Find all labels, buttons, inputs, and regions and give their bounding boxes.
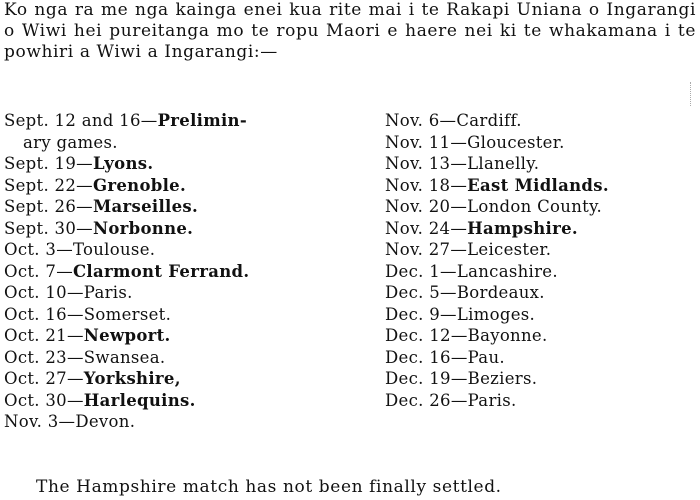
fixture-row (385, 175, 695, 197)
fixture-date: Sept. 22 (4, 175, 77, 195)
fixture-venue: Lyons. (92, 154, 154, 173)
dash: — (56, 261, 73, 281)
fixture-date: Oct. 3 (4, 240, 57, 259)
fixture-venue: Newport. (83, 326, 171, 345)
dash: — (450, 197, 468, 216)
dash: — (450, 369, 468, 388)
dash: — (66, 390, 84, 410)
fixture-date: Oct. 7 (4, 261, 57, 281)
fixture-date: Nov. 11 (385, 132, 451, 152)
fixture-date: Nov. 6 (385, 111, 440, 130)
fixture-date: Nov. 20 (385, 197, 451, 216)
fixture-venue: Paris. (467, 390, 517, 410)
dash: — (76, 175, 93, 195)
fixture-venue: Hampshire. (467, 218, 578, 238)
fixture-venue: Yorkshire, (83, 369, 181, 388)
fixture-row (385, 282, 695, 304)
dash: — (76, 154, 93, 173)
dash: — (450, 132, 468, 152)
fixture-venue: Norbonne. (92, 218, 194, 238)
fixture-row (4, 196, 364, 218)
dash: — (450, 154, 468, 173)
fixture-row (4, 110, 364, 132)
fixture-venue: Grenoble. (92, 175, 186, 195)
dash: — (58, 412, 76, 431)
fixture-date: Nov. 27 (385, 240, 451, 259)
dash: — (439, 111, 457, 130)
fixture-venue: East Midlands. (467, 175, 609, 195)
fixture-row (4, 261, 364, 283)
fixture-date: Sept. 12 and 16 (4, 111, 141, 130)
fixture-venue: Prelimin- (157, 111, 247, 130)
fixture-venue: Cardiff. (456, 111, 522, 130)
fixture-list-left (4, 110, 364, 433)
fixture-row (4, 239, 364, 261)
fixture-row (385, 132, 695, 154)
fixture-list-right (385, 110, 695, 411)
fixture-venue-continuation: ary games. (23, 132, 118, 152)
fixture-venue: Llanelly. (467, 154, 540, 173)
dash: — (56, 240, 73, 259)
margin-mark (690, 82, 695, 106)
fixture-date: Dec. 19 (385, 369, 451, 388)
fixture-venue: Beziers. (467, 369, 538, 388)
fixture-row (4, 175, 364, 197)
fixture-date: Dec. 1 (385, 261, 441, 281)
dash: — (450, 175, 468, 195)
dash: — (450, 218, 468, 238)
fixture-row (4, 282, 364, 304)
footer-note: The Hampshire match has not been finally settled. (36, 477, 502, 497)
fixture-date: Dec. 12 (385, 326, 451, 345)
fixture-date: Sept. 26 (4, 197, 77, 216)
fixture-row (4, 153, 364, 175)
fixture-venue: Gloucester. (467, 132, 565, 152)
dash: — (66, 369, 84, 388)
dash: — (440, 304, 457, 324)
fixture-row (385, 153, 695, 175)
intro-paragraph: Ko nga ra me nga kainga enei kua rite mai i te Rakapi Uniana o Ingarangi o Wiwi hei pureitanga mo te ropu Maori e haere nei ki te whakamana i te powhiri a Wiwi a Ingarangi:— (4, 0, 696, 62)
fixture-date: Sept. 19 (4, 154, 77, 173)
fixture-date: Dec. 26 (385, 390, 451, 410)
dash: — (66, 347, 84, 367)
fixture-row (385, 218, 695, 240)
dash: — (76, 197, 93, 216)
fixture-date: Oct. 23 (4, 347, 67, 367)
fixture-row (385, 110, 695, 132)
fixture-date: Oct. 10 (4, 283, 67, 302)
fixture-venue: Leicester. (467, 240, 552, 259)
fixture-row (385, 304, 695, 326)
dash: — (450, 240, 468, 259)
fixture-venue: Devon. (75, 412, 136, 431)
fixture-date: Sept. 30 (4, 218, 77, 238)
fixture-date: Nov. 3 (4, 412, 59, 431)
fixture-date: Oct. 30 (4, 390, 67, 410)
fixture-row (4, 218, 364, 240)
dash: — (450, 326, 468, 345)
fixture-date: Oct. 27 (4, 369, 67, 388)
fixture-venue: Limoges. (456, 304, 536, 324)
fixture-date: Nov. 18 (385, 175, 451, 195)
dash: — (140, 111, 158, 130)
dash: — (440, 261, 457, 281)
fixture-venue: Somerset. (83, 304, 172, 324)
fixture-date: Oct. 21 (4, 326, 67, 345)
fixture-row (4, 325, 364, 347)
fixture-date: Dec. 9 (385, 304, 441, 324)
fixture-row (4, 368, 364, 390)
fixture-row (4, 411, 364, 433)
dash: — (76, 218, 93, 238)
fixture-date: Nov. 13 (385, 154, 451, 173)
fixture-row (385, 239, 695, 261)
dash: — (450, 390, 468, 410)
fixture-venue: Bordeaux. (456, 283, 545, 302)
fixture-date: Dec. 5 (385, 283, 441, 302)
fixture-venue: Bayonne. (467, 326, 548, 345)
fixture-date: Nov. 24 (385, 218, 451, 238)
fixture-row (385, 390, 695, 412)
fixture-venue: Swansea. (83, 347, 166, 367)
dash: — (66, 326, 84, 345)
dash: — (66, 283, 84, 302)
fixture-venue: Pau. (467, 347, 505, 367)
fixture-row (385, 261, 695, 283)
fixture-venue: Toulouse. (73, 240, 156, 259)
fixture-venue: Marseilles. (92, 197, 199, 216)
fixture-row (4, 390, 364, 412)
fixture-venue: Harlequins. (83, 390, 196, 410)
fixture-row (4, 304, 364, 326)
dash: — (440, 283, 457, 302)
fixture-row (385, 196, 695, 218)
fixture-row-continuation (4, 132, 364, 154)
fixture-row (4, 347, 364, 369)
fixture-venue: Paris. (83, 283, 133, 302)
fixture-venue: Clarmont Ferrand. (73, 261, 250, 281)
fixture-venue: Lancashire. (456, 261, 558, 281)
dash: — (450, 347, 468, 367)
fixture-date: Oct. 16 (4, 304, 67, 324)
fixture-date: Dec. 16 (385, 347, 451, 367)
dash: — (66, 304, 84, 324)
fixture-row (385, 325, 695, 347)
fixture-row (385, 368, 695, 390)
fixture-row (385, 347, 695, 369)
fixture-venue: London County. (467, 197, 603, 216)
